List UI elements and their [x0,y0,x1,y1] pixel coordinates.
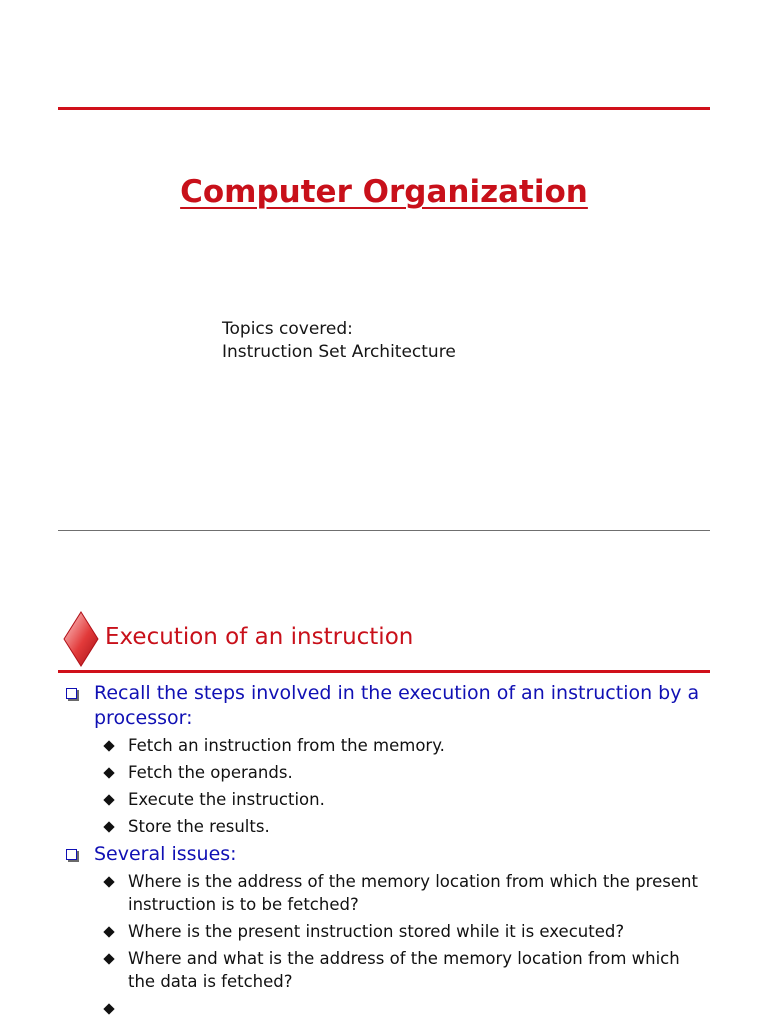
sub-list [62,734,702,838]
sub-list-item [62,920,702,943]
diamond-bullet-icon [103,953,114,964]
sub-item-text: Fetch an instruction from the memory. [128,736,445,755]
diamond-bullet-icon [103,740,114,751]
slide-1-title-text: Computer Organization [180,174,588,210]
list-item [62,681,702,731]
red-diamond-icon [63,611,99,667]
diamond-bullet-icon [103,876,114,887]
diamond-bullet-icon [103,1003,114,1014]
square-bullet-icon [66,688,77,699]
sub-item-text: Store the results. [128,817,270,836]
topics-line: Instruction Set Architecture [222,342,456,362]
slide-1-title [0,174,768,210]
item-text: Recall the steps involved in the execution of an instruction by a processor: [94,682,700,729]
sub-list-item [62,947,702,993]
sub-list-item [62,761,702,784]
item-text: Several issues: [94,843,237,865]
sub-list-item [62,734,702,757]
diamond-bullet-icon [103,926,114,937]
slide-2-content [62,681,702,997]
title-red-rule [58,670,710,673]
diamond-bullet-icon [103,794,114,805]
square-bullet-icon [66,849,77,860]
slide-2 [0,531,768,1024]
diamond-bullet-icon [103,821,114,832]
sub-list-item [62,788,702,811]
sub-item-text: Execute the instruction. [128,790,325,809]
sub-item-text: Where is the address of the memory location from which the present instruction is to be fetched? [128,872,698,914]
sub-list-item [62,870,702,916]
list-item [62,842,702,867]
sub-item-text: Fetch the operands. [128,763,293,782]
sub-item-text: Where is the present instruction stored while it is executed? [128,922,625,941]
sub-list [62,870,702,993]
slide-2-title: Execution of an instruction [105,624,414,650]
sub-item-text: Where and what is the address of the memory location from which the data is fetched? [128,949,680,991]
sub-list-item [62,815,702,838]
topics-line: Topics covered: [222,319,353,339]
diamond-bullet-icon [103,767,114,778]
top-red-rule [58,107,710,110]
topics-block [222,318,456,364]
